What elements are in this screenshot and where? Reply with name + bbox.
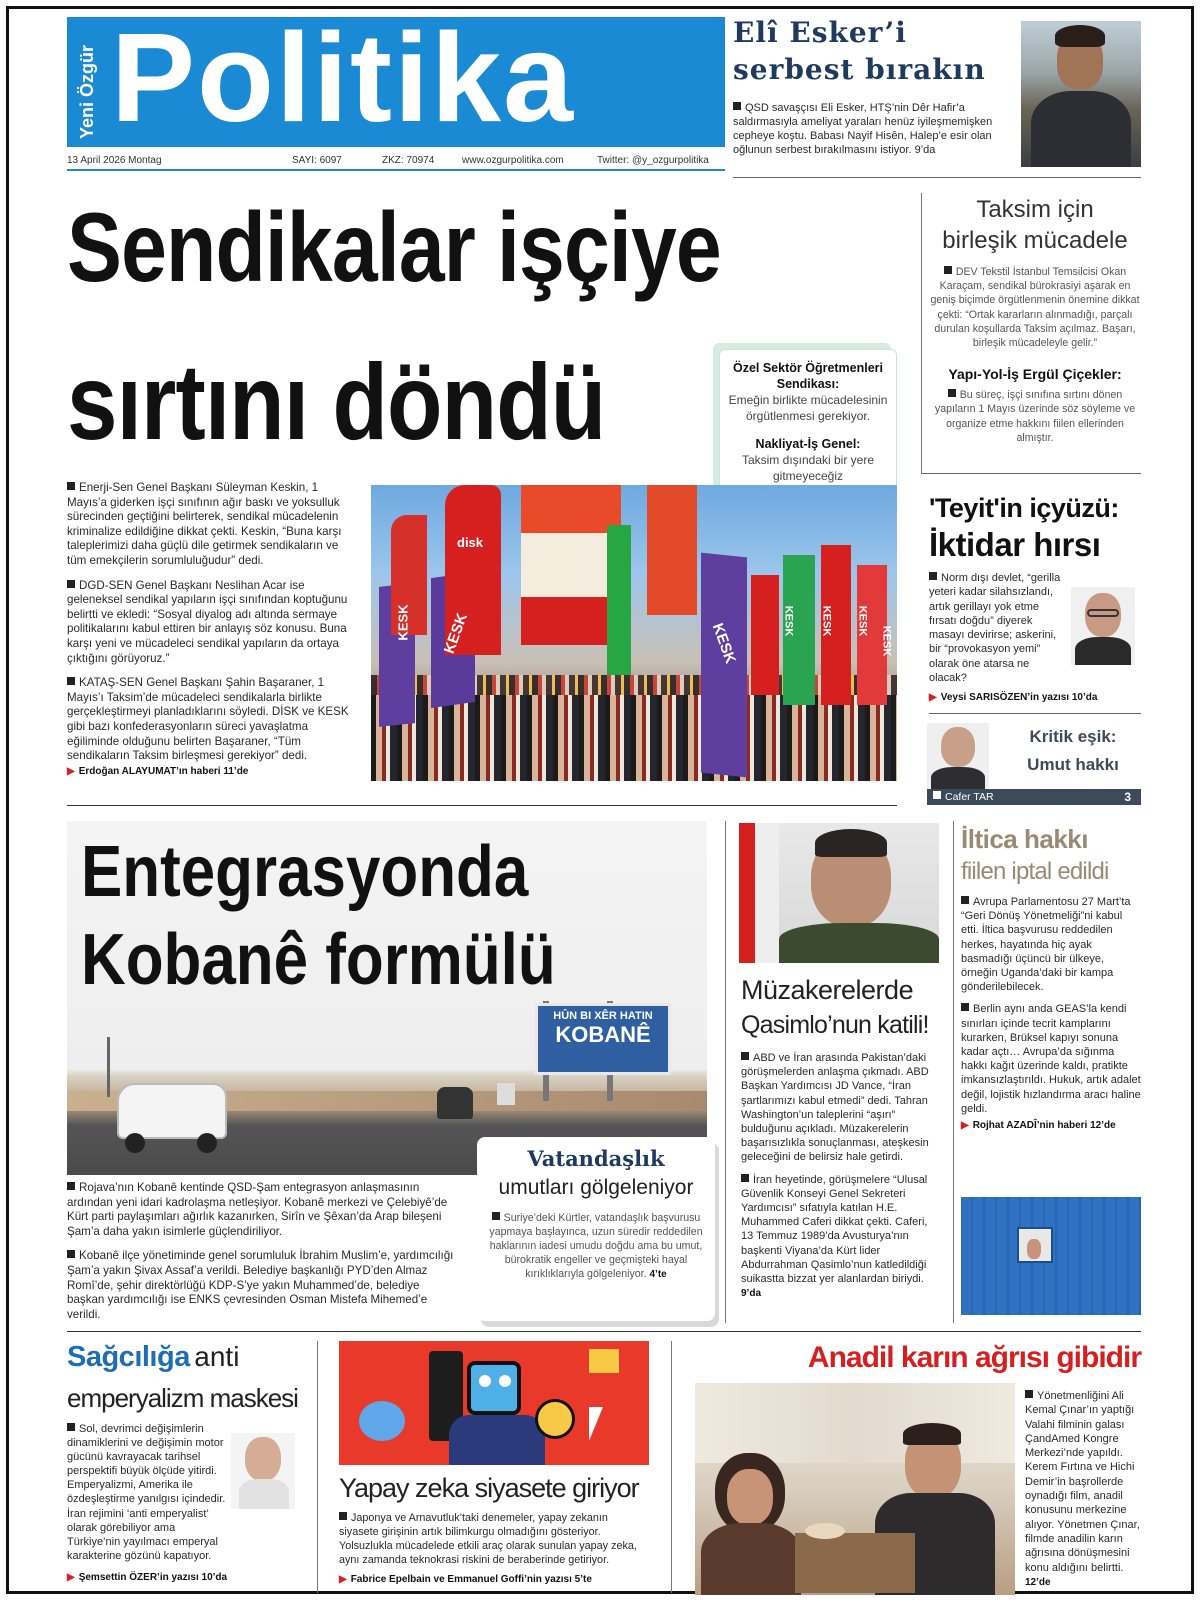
- divider: [67, 1331, 1141, 1332]
- kritik-page: 3: [1124, 790, 1131, 804]
- taksim-subtitle: Yapı-Yol-İş Ergül Çiçekler:: [948, 366, 1122, 383]
- bullet-square: [933, 791, 941, 799]
- muzakere-para2: İran heyetinde, görüşmelere “Ulusal Güvenlik Konseyi Genel Sekreteri Yardımcısı” sıfatıyla katılan H.E. Muhammed Caferi dikkat çekti. Caferi, 13 Temmuz 1989’da Avusturya’nın başkenti Viyana’da Kürt lider Abdurrahman Qasimlo’nun katledildiği suikastta bizzat yer alanlardan biriydi. 9’da: [741, 1173, 928, 1300]
- main-story-para2: DGD-SEN Genel Başkanı Neslihan Acar ise geleneksel sendikal yapıların işçi sınıfından koptuğunu belirtti ve ekledi: “Sosyal diyalog adı altında sermaye politikalarını kabul ettiren bir anlayış söz konusu. Buna karşı yeni ve mücadeleci sendikal yapıların da ortaya çıktığını görüyoruz.”: [67, 578, 348, 665]
- masthead-info-bar: [67, 155, 725, 171]
- kobane-title: [81, 829, 701, 915]
- saglik-title-line2: emperyalizm maskesi: [67, 1383, 298, 1413]
- teyit-body: Norm dışı devlet, “gerilla yeteri kadar silahsızlandı, artık gerillayı yok etme fırsatı doğdu” diyerek masayı devirirse; askerini, bir “provokasyon yemi” olarak öne atarsa ne olacak?: [929, 572, 1061, 685]
- main-headline-line2: sırtını döndü: [67, 341, 606, 462]
- bullet-square: [741, 1174, 749, 1182]
- brand-logo: Politika: [111, 17, 576, 147]
- main-headline-line1: Sendikalar işçiye: [67, 193, 721, 302]
- bullet-square: [741, 1052, 749, 1060]
- saglik-title-line1: [67, 1339, 307, 1380]
- ai-byline-row: [339, 1569, 649, 1587]
- issue-number: SAYI: 6097: [292, 155, 342, 166]
- main-story-para3: KATAŞ-SEN Genel Başkanı Şahin Başaraner, 1 Mayıs’ı Taksim’de mücadeleci sendikalarla birlikte gerçekleştirmeyi planladıklarını söyledi. DİSK ve KESK gibi bazı konfederasyonların süreci yavaşlatma eğiliminde olduğunu belirten Başaraner, “Tüm sendikaların Taksim birleşmesi gerekiyor” dedi. ▶ Erdoğan ALAYUMAT’ın haberi 11’de: [67, 676, 349, 777]
- arrow-icon: ▶: [339, 1574, 347, 1585]
- vatandaslik-title-line2: umutları gölgeleniyor: [498, 1176, 694, 1199]
- bullet-square: [67, 1250, 75, 1258]
- main-story-text: [67, 481, 357, 779]
- teyit-title-line1: 'Teyit'in içyüzü:: [929, 493, 1119, 523]
- muzakere-para1: ABD ve İran arasında Pakistan’daki görüşmelerden anlaşma çıkmadı. ABD Başkan Yardımcısı JD Vance, “İran şartlarımızı kabul etmedi” dedi. Tahran Washington’un taleplerini “aşırı” bulduğunu açıkladı. Müzakerelerin başarısızlıkla sonuçlanması, ateşkesin geleceğini de belirsiz hale getirdi.: [741, 1052, 929, 1164]
- iltica-title-line1: İltica hakkı: [961, 824, 1088, 854]
- bullet-square: [944, 266, 952, 274]
- esker-title-line1: Elî Esker’i: [733, 16, 907, 49]
- banner-label: KESK: [820, 605, 833, 637]
- ai-illustration: [339, 1341, 649, 1465]
- saglik-byline[interactable]: Şemsettin ÖZER’in yazısı 10’da: [78, 1571, 228, 1583]
- divider: [67, 805, 897, 806]
- iltica-title-line2: fiilen iptal edildi: [961, 858, 1109, 885]
- iltica-byline-row: [961, 1118, 1141, 1133]
- iltica-body: [961, 895, 1141, 1133]
- anadil-body[interactable]: Yönetmenliğini Ali Kemal Çınar’ın yaptığı Valahi filminin galası ÇandAmed Kongre Merkezi’nde yapıldı. Kerem Fırtına ve Hichi Demir’in başrollerde oynadığı film, anadil konusunu merkezine alıyor. Yönetmen Çınar, filmde anadilin karın ağrısına dönüşmesini konu aldığını belirtti. 12’de: [1025, 1390, 1140, 1588]
- bullet-square: [961, 1003, 969, 1011]
- esker-title-line2: serbest bırakın: [733, 53, 986, 86]
- taksim-story[interactable]: [929, 195, 1141, 445]
- divider: [929, 713, 1141, 714]
- iltica-story[interactable]: [961, 823, 1141, 1133]
- zkz-number: ZKZ: 70974: [382, 155, 435, 166]
- taksim-title-line2: birleşik mücadele: [942, 227, 1128, 254]
- kobane-title-line1: Entegrasyonda: [81, 832, 529, 912]
- kritik-bar[interactable]: [927, 789, 1141, 805]
- ai-title: Yapay zeka siyasete giriyor: [339, 1473, 639, 1503]
- divider: [733, 177, 1141, 178]
- anadil-ref[interactable]: 12’de: [1025, 1576, 1051, 1588]
- issue-date: 13 April 2026 Montag: [67, 155, 162, 166]
- muzakere-body: [741, 1051, 941, 1301]
- kritik-title-line1: Kritik eşik:: [1029, 727, 1117, 746]
- esker-story[interactable]: [733, 15, 1015, 157]
- rally-photo: [371, 485, 897, 781]
- kobane-title-line2: Kobanê formülü: [81, 920, 556, 1000]
- banner-label: KESK: [395, 604, 411, 641]
- muzakere-ref[interactable]: 9’da: [741, 1288, 762, 1300]
- bullet-square: [67, 580, 75, 588]
- divider: [921, 193, 922, 473]
- saglik-body: Sol, devrimci değişimlerin dinamiklerini ve değişimin motor gücünü kavrayacak tarihsel perspektifi büyük ölçüde yitirdi. Emperyalizmi, Amerika ile özdeşleştirme yanılgısı içindedir. İran rejimini ‘anti emperyalist’ olarak görebiliyor ama Türkiye’nin yayılmacı emperyal karakterine gözünü kapatıyor.: [67, 1423, 226, 1562]
- arrow-icon: ▶: [67, 1571, 75, 1583]
- ai-body: Japonya ve Arnavutluk’taki denemeler, yapay zekanın siyasete girişinin artık bilimkurgu olmadığını gösteriyor. Yolsuzlukla mücadelede etkili araç olarak sunulan yapay zeka, aynı zamanda teknokrasi riskini de beraberinde getiriyor.: [339, 1512, 637, 1566]
- banner-label: KESK: [440, 611, 471, 656]
- bullet-square: [733, 102, 741, 110]
- banner-label: KESK: [880, 625, 893, 657]
- bullet-square: [67, 482, 75, 490]
- bullet-square: [492, 1212, 500, 1220]
- newspaper-front-page: [6, 6, 1194, 1594]
- bullet-square: [1025, 1390, 1033, 1398]
- taksim-title-line1: Taksim için: [976, 196, 1094, 223]
- muzakere-story[interactable]: [741, 973, 941, 1301]
- vatandaslik-body: Suriye’deki Kürtler, vatandaşlık başvurusu yapmaya başlayınca, uzun süredir reddedilen haklarının iadesi umudu doğdu ama bu umut, bürokratik engeller ve geçmişteki hayal kırıklıklarıyla gölgeleniyor. 4’te: [489, 1212, 703, 1280]
- kobane-story-text: [67, 1181, 457, 1322]
- vatandaslik-box[interactable]: [477, 1137, 715, 1321]
- esker-photo: [1021, 21, 1141, 167]
- twitter-handle[interactable]: Twitter: @y_ozgurpolitika: [597, 155, 709, 166]
- masthead[interactable]: [67, 17, 725, 147]
- quote-org1: Özel Sektör Öğretmenleri Sendikası:: [732, 361, 884, 391]
- kritik-title-line2: Umut hakkı: [1027, 755, 1119, 774]
- teyit-byline[interactable]: Veysi SARISÖZEN’in yazısı 10’da: [940, 692, 1098, 704]
- main-story-para1: Enerji-Sen Genel Başkanı Süleyman Keskin, 1 Mayıs’a giderken işçi sınıfının ağır baskı ve yoksulluk sürecinden geçtiğini belirterek, sendikal mücadelenin kriminalize edildiğine dikkat çekti. Keskin, “Buna karşı taleplerimizi daha güçlü dile getirmek sendikaların ve tüm emekçilerin sorumluluğudur” dedi.: [67, 481, 342, 567]
- banner-label: disk: [457, 535, 484, 550]
- tar-photo: [927, 723, 989, 791]
- website-link[interactable]: www.ozgurpolitika.com: [462, 155, 564, 166]
- vatandaslik-ref[interactable]: 4’te: [649, 1269, 667, 1280]
- iltica-byline[interactable]: Rojhat AZADÎ’nin haberi 12’de: [972, 1120, 1116, 1132]
- quote-text2: Taksim dışındaki bir yere gitmeyeceğiz: [741, 453, 875, 483]
- iltica-para1: Avrupa Parlamentosu 27 Mart’ta “Geri Dönüş Yönetmeliği”ni kabul etti. İltica başvurusu reddedilen herkes, hayatında hiç ayak basmadığı üçüncü bir ülkeye, örneğin Uganda’daki bir kampa gönderilebilecek.: [961, 896, 1131, 994]
- kobane-para1: Rojava’nın Kobanê kentinde QSD-Şam entegrasyon anlaşmasının ardından yeni idari kadrolaşma netleşiyor. Kobanê merkezi ve Çelebiyê’de Kürt parti paylaşımları ağırlık kazanırken, Sirîn ve Şêxan’da Arap bileşeni Şam’a daha yakın isimlerle güçlendiriliyor.: [67, 1181, 448, 1238]
- bullet-square: [339, 1512, 347, 1520]
- quote-org2: Nakliyat-İş Genel:: [755, 437, 861, 451]
- bullet-square: [948, 389, 956, 397]
- taksim-sub-body: Bu süreç, işçi sınıfına sırtını dönen yapıların 1 Mayıs üzerinde söz söyleme ve organize etme hakkını fiilen ellerinden almıştır.: [934, 389, 1136, 444]
- muzakere-title-line2: Qasimlo’nun katili!: [741, 1011, 929, 1039]
- bullet-square: [929, 572, 937, 580]
- bullet-square: [67, 1423, 75, 1431]
- muzakere-title-line1: Müzakerelerde: [741, 975, 914, 1005]
- ai-byline[interactable]: Fabrice Epelbain ve Emmanuel Goffi’nin yazısı 5’te: [350, 1574, 592, 1585]
- esker-body: QSD savaşçısı Eli Esker, HTŞ’nin Dêr Hafir’a saldırmasıyla ameliyat yaraları henüz iyileşmemişken cepheye koştu. Babası Nayif Hisên, Halep’e esir olan oğlunun serbest bırakılmasını istiyor. 9’da: [733, 102, 993, 156]
- divider: [953, 821, 954, 1323]
- teyit-title-line2: İktidar hırsı: [929, 526, 1101, 563]
- banner-label: KESK: [708, 621, 739, 666]
- kobane-sign: [535, 1003, 671, 1075]
- container-photo: [961, 1197, 1141, 1315]
- saglik-title-word1: Sağcılığa: [67, 1341, 190, 1373]
- brand-prefix: Yeni Özgür: [77, 44, 97, 139]
- kobane-title2: [81, 917, 701, 1003]
- anadil-title: Anadil karın ağrısı gibidir: [807, 1341, 1141, 1374]
- bullet-square: [961, 896, 969, 904]
- arrow-icon: ▶: [67, 765, 75, 777]
- quote-text1: Emeğin birlikte mücadelesinin örgütlenmesi gerekiyor.: [728, 393, 888, 423]
- iltica-para2: Berlin aynı anda GEAS’la kendi sınırları içinde tecrit kamplarını kurarken, Brüksel kapıyı sonuna kadar açtı… Avrupa’da sığınma hakkı kağıt üzerinde kaldı, pratikte imkansızlaştırıldı. Hukuk, artık adalet değil, lojistik hızlandırma aracı haline geldi.: [961, 1003, 1141, 1115]
- kobane-sign-line1: HÛN BI XÊR HATIN: [553, 1010, 653, 1022]
- saglik-byline-row: [67, 1567, 307, 1585]
- kobane-sign-line2: KOBANÊ: [555, 1022, 651, 1047]
- vatandaslik-title-line1: Vatandaşlık: [527, 1146, 665, 1171]
- bullet-square: [67, 1182, 75, 1190]
- teyit-byline-row: [929, 687, 1141, 705]
- valahi-film-photo: [695, 1383, 1015, 1595]
- sarisozen-photo: [1071, 587, 1135, 665]
- bullet-square: [67, 677, 75, 685]
- cursor-icon: [589, 1407, 603, 1441]
- kobane-para2: Kobanê ilçe yönetiminde genel sorumluluk İbrahim Muslim’e, yardımcılığı Şam’a yakın Şivax Assaf’a verildi. Belediye başkanlığı PYD’den Almaz Romî’de, şehir direktörlüğü KDP-S’ye yakın Muhammed’de, belediye başkan yardımcılığı ise ENKS çevresinden Osman Mistefa Mihemed’e verildi.: [67, 1249, 454, 1321]
- saglik-title-word2: anti: [194, 1341, 240, 1372]
- caferi-photo: [739, 823, 939, 963]
- banner-label: KESK: [782, 605, 795, 637]
- divider: [725, 821, 726, 1323]
- ai-story[interactable]: [339, 1471, 649, 1587]
- divider: [671, 1341, 672, 1593]
- ozer-photo: [231, 1433, 295, 1509]
- taksim-body: DEV Tekstil İstanbul Temsilcisi Okan Karaçam, sendikal bürokrasiyi aşarak en geniş biçimde örgütlenmenin önemine dikkat çekti: “Ortak kararların alınmadığı, parçalı durulan koşullarda Taksim açılmaz. Başarı, birleşik mücadeleyle gelir.”: [930, 266, 1140, 350]
- main-story-byline[interactable]: Erdoğan ALAYUMAT’ın haberi 11’de: [78, 765, 249, 777]
- arrow-icon: ▶: [929, 692, 937, 704]
- banner-label: KESK: [856, 605, 869, 637]
- divider: [921, 473, 1141, 474]
- arrow-icon: ▶: [961, 1120, 969, 1132]
- kritik-author: Cafer TAR: [945, 791, 994, 803]
- divider: [317, 1341, 318, 1593]
